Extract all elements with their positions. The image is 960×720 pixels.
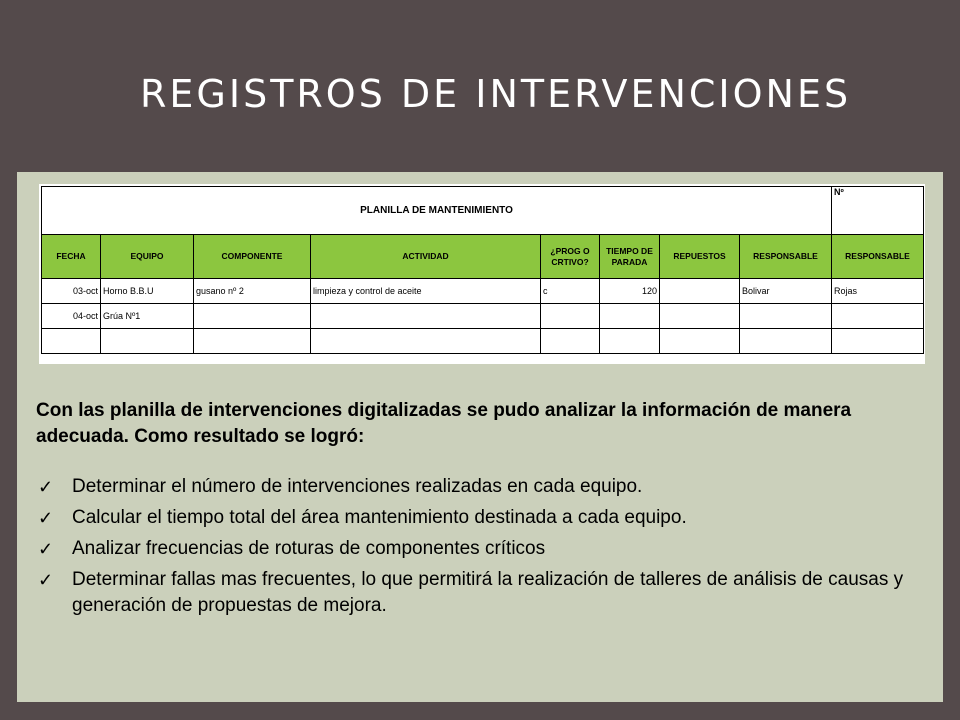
table-cell bbox=[600, 329, 660, 354]
col-equipo: EQUIPO bbox=[101, 235, 194, 279]
col-fecha: FECHA bbox=[42, 235, 101, 279]
table-cell: limpieza y control de aceite bbox=[311, 279, 541, 304]
table-cell bbox=[660, 279, 740, 304]
table-cell: Grúa Nº1 bbox=[101, 304, 194, 329]
table-cell: Bolivar bbox=[740, 279, 832, 304]
table-cell bbox=[660, 304, 740, 329]
table-cell bbox=[311, 304, 541, 329]
table-cell bbox=[541, 329, 600, 354]
list-item bbox=[36, 505, 916, 531]
check-icon: ✓ bbox=[38, 539, 54, 559]
table-cell: 03-oct bbox=[42, 279, 101, 304]
col-actividad: ACTIVIDAD bbox=[311, 235, 541, 279]
table-row bbox=[42, 304, 924, 329]
bullet-text: Analizar frecuencias de roturas de componentes críticos bbox=[72, 538, 546, 559]
bullet-text: Determinar el número de intervenciones realizadas en cada equipo. bbox=[72, 476, 643, 497]
col-responsable-1: RESPONSABLE bbox=[740, 235, 832, 279]
summary-text bbox=[36, 398, 916, 624]
table-cell bbox=[832, 304, 924, 329]
table-cell bbox=[832, 329, 924, 354]
col-responsable-2: RESPONSABLE bbox=[832, 235, 924, 279]
table-cell bbox=[740, 304, 832, 329]
table-row bbox=[42, 329, 924, 354]
table-cell bbox=[311, 329, 541, 354]
col-prog-crtivo: ¿PROG O CRTIVO? bbox=[541, 235, 600, 279]
table-cell bbox=[541, 304, 600, 329]
intro-paragraph: Con las planilla de intervenciones digitalizadas se pudo analizar la información de manera adecuada. Como resultado se logró: bbox=[36, 400, 852, 447]
list-item bbox=[36, 567, 916, 619]
col-repuestos: REPUESTOS bbox=[660, 235, 740, 279]
content-panel bbox=[17, 172, 943, 702]
bullet-text: Calcular el tiempo total del área mantenimiento destinada a cada equipo. bbox=[72, 507, 687, 528]
maintenance-table bbox=[41, 186, 924, 354]
table-cell: gusano nº 2 bbox=[194, 279, 311, 304]
table-cell: c bbox=[541, 279, 600, 304]
table-cell bbox=[194, 329, 311, 354]
col-tiempo-parada: TIEMPO DE PARADA bbox=[600, 235, 660, 279]
check-icon: ✓ bbox=[38, 570, 54, 590]
list-item bbox=[36, 474, 916, 500]
results-list bbox=[36, 474, 916, 619]
list-item bbox=[36, 536, 916, 562]
check-icon: ✓ bbox=[38, 508, 54, 528]
table-cell bbox=[740, 329, 832, 354]
maintenance-sheet-image bbox=[39, 184, 925, 364]
table-cell bbox=[194, 304, 311, 329]
col-componente: COMPONENTE bbox=[194, 235, 311, 279]
table-row bbox=[42, 279, 924, 304]
slide-title: REGISTROS DE INTERVENCIONES bbox=[140, 72, 852, 116]
table-cell bbox=[101, 329, 194, 354]
table-cell bbox=[600, 304, 660, 329]
table-cell: 04-oct bbox=[42, 304, 101, 329]
table-cell bbox=[660, 329, 740, 354]
sheet-title: PLANILLA DE MANTENIMIENTO bbox=[42, 187, 832, 235]
check-icon: ✓ bbox=[38, 477, 54, 497]
table-cell: 120 bbox=[600, 279, 660, 304]
table-cell: Rojas bbox=[832, 279, 924, 304]
sheet-number-label: Nº bbox=[832, 187, 924, 235]
table-cell bbox=[42, 329, 101, 354]
table-cell: Horno B.B.U bbox=[101, 279, 194, 304]
bullet-text: Determinar fallas mas frecuentes, lo que permitirá la realización de talleres de análisis de causas y generación de propuestas de mejora. bbox=[72, 569, 904, 616]
